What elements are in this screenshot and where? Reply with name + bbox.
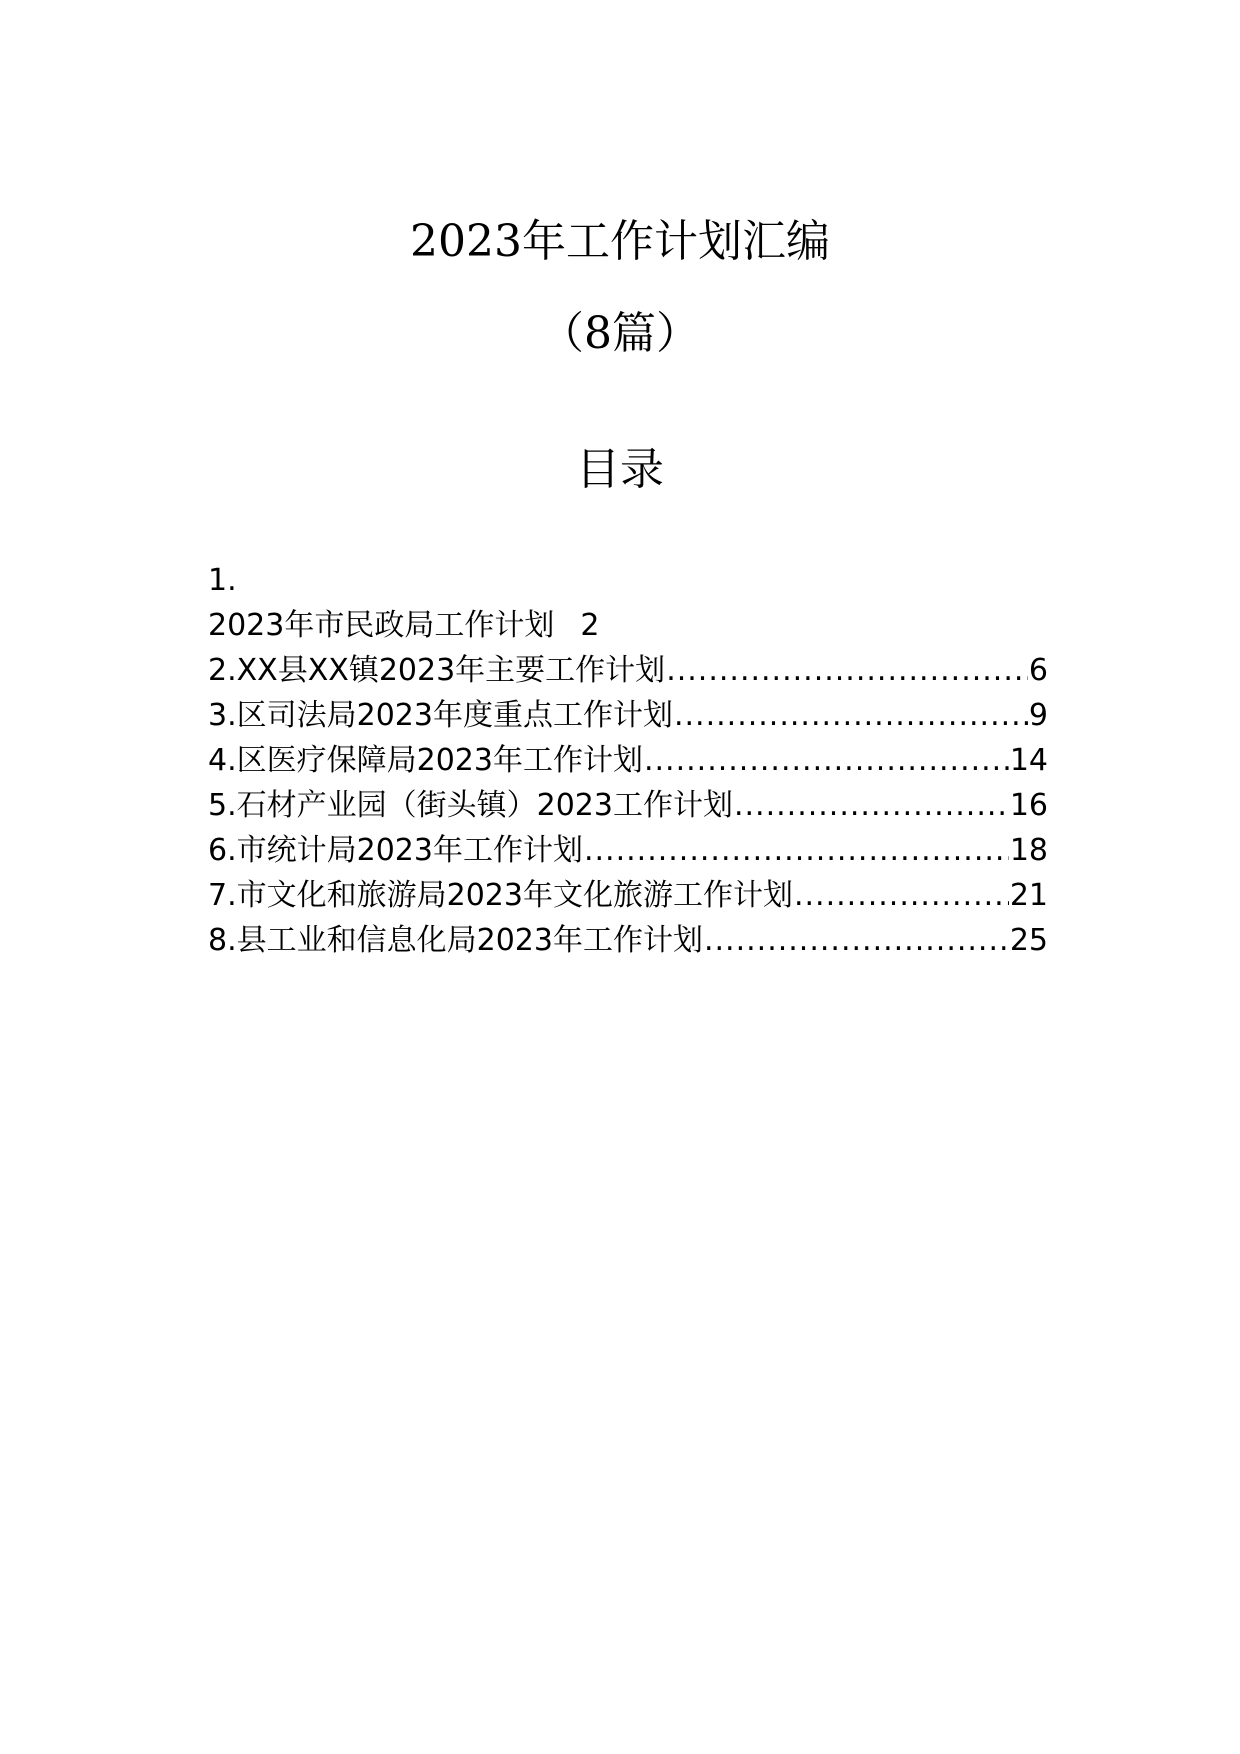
- toc-entry-label: 5.石材产业园（街头镇）2023工作计划: [208, 788, 733, 823]
- toc-entry-label: 3.区司法局2023年度重点工作计划: [208, 698, 673, 733]
- toc-leader-dots: [704, 918, 1009, 963]
- toc-entry-label: 6.市统计局2023年工作计划: [208, 833, 583, 868]
- toc-entry-1[interactable]: [208, 558, 1048, 648]
- toc-entry-2[interactable]: [208, 648, 1048, 693]
- toc-entry-page: 18: [1009, 833, 1048, 868]
- toc-leader-dots: [584, 828, 1009, 873]
- toc-entry-number: 1.: [208, 563, 237, 598]
- toc-entry-label: 8.县工业和信息化局2023年工作计划: [208, 923, 703, 958]
- toc-entry-page: 2: [580, 608, 600, 643]
- toc-entry-page: 6: [1028, 653, 1048, 688]
- toc-leader-dots: [794, 873, 1009, 918]
- toc-entry-label: 7.市文化和旅游局2023年文化旅游工作计划: [208, 878, 793, 913]
- table-of-contents: [208, 558, 1048, 963]
- toc-entry-page: 16: [1009, 788, 1048, 823]
- toc-entry-page: 14: [1009, 743, 1048, 778]
- toc-entry-page: 25: [1009, 923, 1048, 958]
- document-title: 2023年工作计划汇编: [410, 216, 830, 267]
- toc-entry-label: 2023年市民政局工作计划: [208, 608, 555, 643]
- toc-leader-dots: [644, 738, 1009, 783]
- toc-entry-5[interactable]: [208, 783, 1048, 828]
- toc-entry-8[interactable]: [208, 918, 1048, 963]
- toc-entry-7[interactable]: [208, 873, 1048, 918]
- toc-entry-4[interactable]: [208, 738, 1048, 783]
- toc-entry-3[interactable]: [208, 693, 1048, 738]
- toc-leader-dots: [734, 783, 1009, 828]
- toc-leader-dots: [674, 693, 1028, 738]
- toc-entry-label: 4.区医疗保障局2023年工作计划: [208, 743, 643, 778]
- toc-heading: 目录: [576, 444, 664, 495]
- toc-leader-dots: [666, 648, 1028, 693]
- document-subtitle: （8篇）: [540, 308, 700, 359]
- toc-entry-page: 21: [1009, 878, 1048, 913]
- toc-entry-label: 2.XX县XX镇2023年主要工作计划: [208, 653, 666, 688]
- toc-entry-6[interactable]: [208, 828, 1048, 873]
- toc-entry-page: 9: [1028, 698, 1048, 733]
